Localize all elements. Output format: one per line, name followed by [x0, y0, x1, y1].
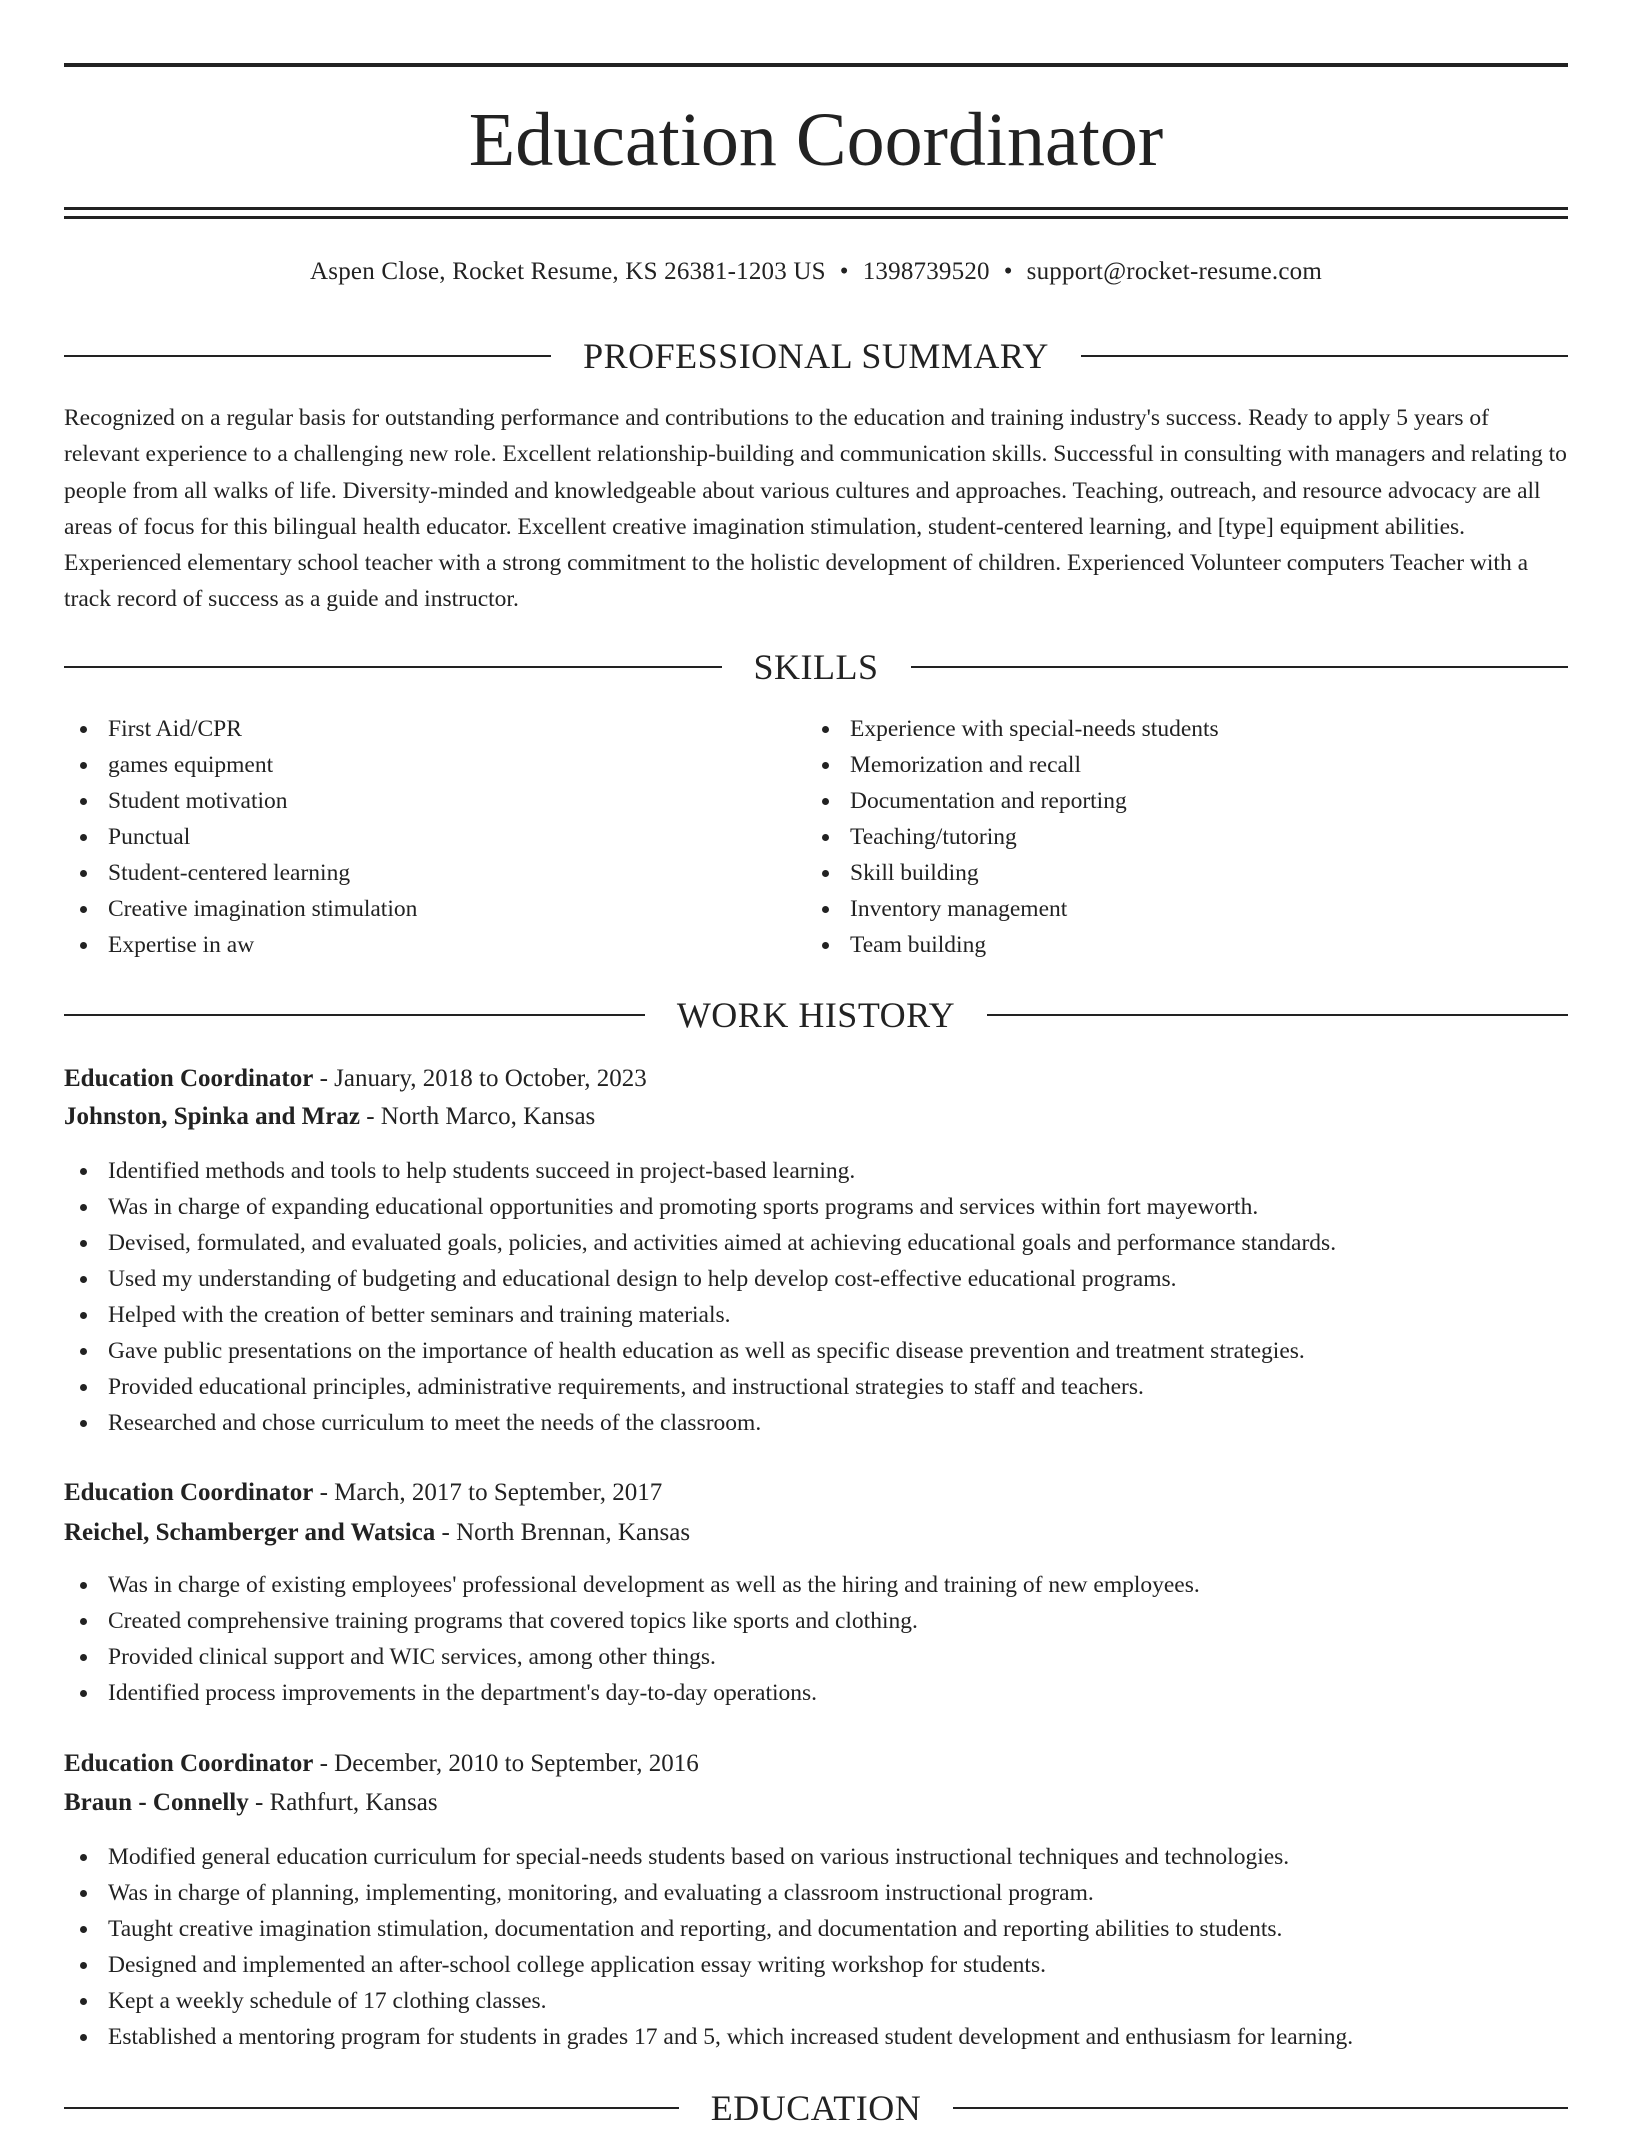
- job-location: - North Brennan, Kansas: [435, 1519, 691, 1546]
- skill-item: Student motivation: [64, 783, 764, 819]
- job-bullet: Gave public presentations on the importance of health education as well as specific disease prevention and treatment strategies.: [64, 1333, 1568, 1369]
- job-bullet: Helped with the creation of better seminars and training materials.: [64, 1297, 1568, 1333]
- job-dates: - March, 2017 to September, 2017: [313, 1479, 663, 1506]
- job-bullet-list: [64, 1839, 1568, 2055]
- skill-item: Documentation and reporting: [806, 783, 1568, 819]
- job-bullet: Provided educational principles, administrative requirements, and instructional strategies to staff and teachers.: [64, 1369, 1568, 1405]
- heading-rule-right: [953, 2107, 1568, 2109]
- skill-item: Creative imagination stimulation: [64, 891, 764, 927]
- summary-text: Recognized on a regular basis for outstanding performance and contributions to the education and training industry's success. Ready to apply 5 years of relevant experience to a challenging new role. Excellent relationship-building and communication skills. Successful in consulting with managers and relating to people from all walks of life. Diversity-minded and knowledgeable about various cultures and approaches. Teaching, outreach, and resource advocacy are all areas of focus for this bilingual health educator. Excellent creative imagination stimulation, student-centered learning, and [type] equipment abilities. Experienced elementary school teacher with a strong commitment to the holistic development of children. Experienced Volunteer computers Teacher with a track record of success as a guide and instructor.: [64, 405, 1567, 613]
- skill-item: Experience with special-needs students: [806, 711, 1568, 747]
- job-bullet-list: [64, 1567, 1568, 1711]
- job-bullet: Created comprehensive training programs that covered topics like sports and clothing.: [64, 1603, 1568, 1639]
- skill-item: Expertise in aw: [64, 927, 764, 963]
- contact-address: Aspen Close, Rocket Resume, KS 26381-1203 US: [310, 258, 826, 285]
- job-bullet: Was in charge of expanding educational opportunities and promoting sports programs and services within fort mayeworth.: [64, 1189, 1568, 1225]
- skill-item: games equipment: [64, 747, 764, 783]
- job-company-line: [64, 1514, 1568, 1552]
- job-company-line: [64, 1098, 1568, 1136]
- contact-email[interactable]: support@rocket-resume.com: [1026, 258, 1322, 285]
- job-bullet: Established a mentoring program for students in grades 17 and 5, which increased student development and enthusiasm for learning.: [64, 2019, 1568, 2055]
- skill-item: Punctual: [64, 819, 764, 855]
- education-heading-label: EDUCATION: [710, 2088, 922, 2128]
- job-title-line: [64, 1474, 1568, 1512]
- heading-rule-right: [911, 666, 1569, 668]
- job-dates: - December, 2010 to September, 2016: [313, 1750, 699, 1777]
- skills-section-heading: [64, 645, 1568, 689]
- heading-rule-left: [64, 1014, 645, 1016]
- job-bullet: Used my understanding of budgeting and educational design to help develop cost-effective educational programs.: [64, 1261, 1568, 1297]
- job-title-line: [64, 1745, 1568, 1783]
- summary-heading-label: PROFESSIONAL SUMMARY: [583, 336, 1049, 376]
- job-title-line: [64, 1060, 1568, 1098]
- job-bullet: Was in charge of existing employees' professional development as well as the hiring and training of new employees.: [64, 1567, 1568, 1603]
- skill-item: Teaching/tutoring: [806, 819, 1568, 855]
- job-bullet: Provided clinical support and WIC services, among other things.: [64, 1639, 1568, 1675]
- job-title: Education Coordinator: [64, 1065, 314, 1092]
- page-title: Education Coordinator: [468, 98, 1164, 182]
- top-rule: [64, 63, 1568, 67]
- contact-line: [64, 254, 1568, 290]
- education-section-heading: [64, 2086, 1568, 2130]
- job-bullet: Designed and implemented an after-school college application essay writing workshop for students.: [64, 1947, 1568, 1983]
- skills-heading-label: SKILLS: [753, 647, 879, 687]
- job-company: Reichel, Schamberger and Watsica: [64, 1519, 436, 1546]
- title-rule-upper: [64, 207, 1568, 210]
- job-company: Johnston, Spinka and Mraz: [64, 1103, 360, 1130]
- job-bullet: Modified general education curriculum for special-needs students based on various instructional techniques and technologies.: [64, 1839, 1568, 1875]
- job-location: - Rathfurt, Kansas: [248, 1789, 438, 1816]
- work-section-heading: [64, 993, 1568, 1037]
- job-bullet: Identified methods and tools to help students succeed in project-based learning.: [64, 1153, 1568, 1189]
- heading-rule-left: [64, 2107, 679, 2109]
- job-dates: - January, 2018 to October, 2023: [313, 1065, 647, 1092]
- contact-separator: •: [1003, 258, 1013, 285]
- job-company: Braun - Connelly: [64, 1789, 249, 1816]
- heading-rule-left: [64, 355, 551, 357]
- job-location: - North Marco, Kansas: [359, 1103, 596, 1130]
- job-title: Education Coordinator: [64, 1750, 314, 1777]
- job-company-line: [64, 1784, 1568, 1822]
- job-bullet: Researched and chose curriculum to meet the needs of the classroom.: [64, 1405, 1568, 1441]
- job-title: Education Coordinator: [64, 1479, 314, 1506]
- heading-rule-left: [64, 666, 722, 668]
- job-bullet: Identified process improvements in the department's day-to-day operations.: [64, 1675, 1568, 1711]
- heading-rule-right: [987, 1014, 1568, 1016]
- contact-separator: •: [839, 258, 849, 285]
- title-rule-lower: [64, 216, 1568, 219]
- skill-item: Inventory management: [806, 891, 1568, 927]
- skill-item: Memorization and recall: [806, 747, 1568, 783]
- skill-item: Team building: [806, 927, 1568, 963]
- job-bullet: Taught creative imagination stimulation, documentation and reporting, and documentation and reporting abilities to students.: [64, 1911, 1568, 1947]
- skill-item: Student-centered learning: [64, 855, 764, 891]
- summary-section-heading: [64, 334, 1568, 378]
- job-bullet: Was in charge of planning, implementing, monitoring, and evaluating a classroom instructional program.: [64, 1875, 1568, 1911]
- job-bullet: Devised, formulated, and evaluated goals, policies, and activities aimed at achieving educational goals and performance standards.: [64, 1225, 1568, 1261]
- skills-list-right: [806, 711, 1568, 963]
- skills-list-left: [64, 711, 764, 963]
- job-bullet: Kept a weekly schedule of 17 clothing classes.: [64, 1983, 1568, 2019]
- job-bullet-list: [64, 1153, 1568, 1441]
- work-heading-label: WORK HISTORY: [676, 995, 956, 1035]
- heading-rule-right: [1081, 355, 1568, 357]
- skill-item: First Aid/CPR: [64, 711, 764, 747]
- contact-phone: 1398739520: [862, 258, 990, 285]
- skill-item: Skill building: [806, 855, 1568, 891]
